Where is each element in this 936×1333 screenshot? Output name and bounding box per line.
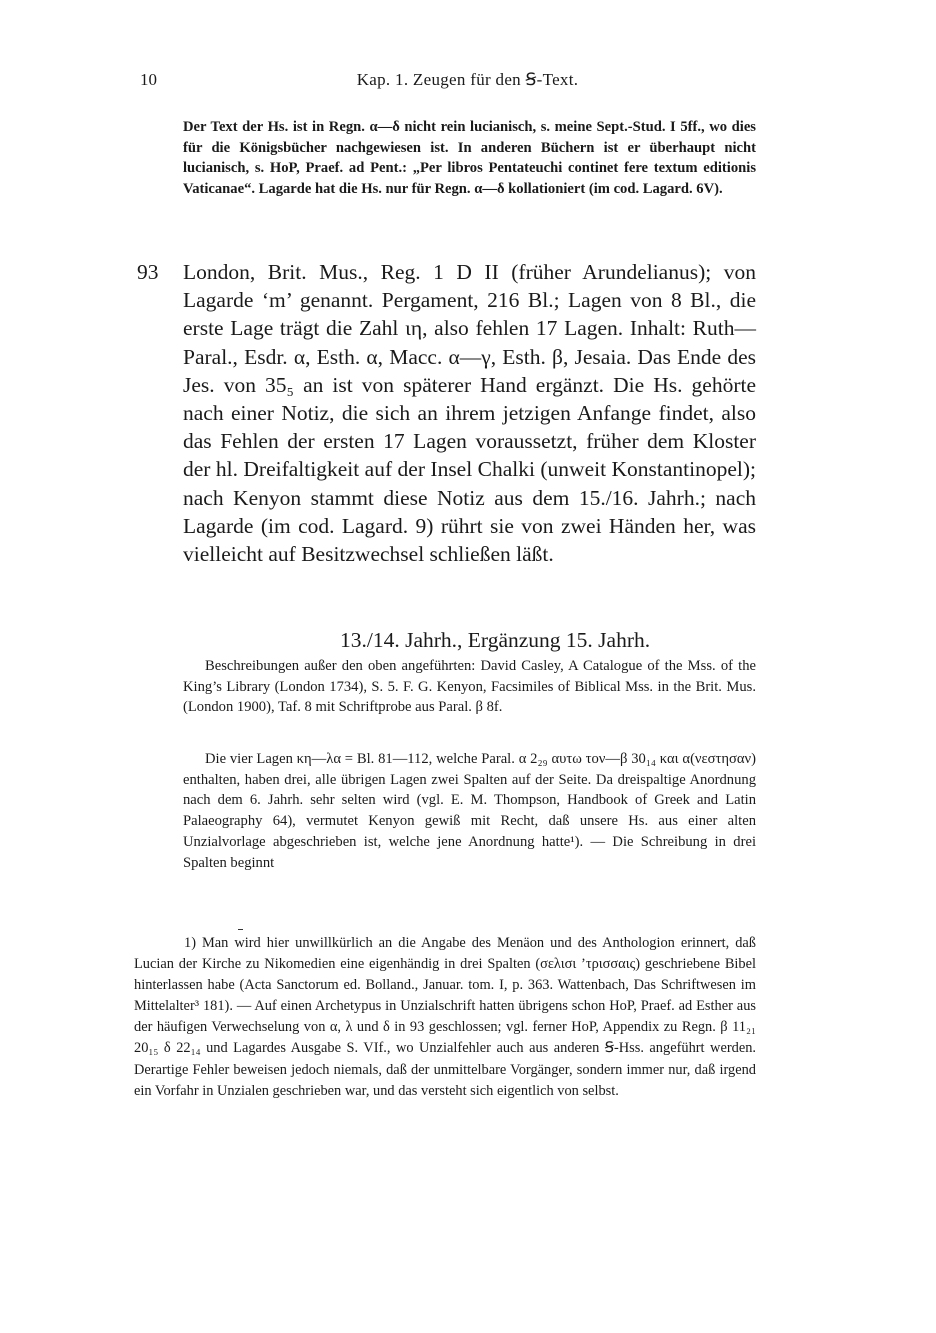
entry-number: 93 [137,260,159,284]
descriptions-paragraph: Beschreibungen außer den oben angeführten: David Casley, A Catalogue of the Mss. of the King’s Library (London 1734), S. 5. F. G. Kenyon, Facsimiles of Biblical Mss. in the Brit. Mus. (London 1900), Taf. 8 mit Schriftprobe aus Paral. β 8f. [183,658,756,716]
footnote-text: 1) Man wird hier unwillkürlich an die Angabe des Menäon und des Anthologion erinnert, daß Lucian der Kirche zu Nikomedien eine eigenhändig in drei Spalten (σελισι ’τρισσαις) geschriebene Bibel hinterlassen habe (Acta Sanctorum ed. Bolland., Januar. tom. I, p. 363. Wattenbach, Das Schriftwesen im Mittelalter³ 181). — Auf einen Archetypus in Unzialschrift hatten übrigens schon HoP, Praef. ad Esther aus der häufigen Verwechselung von α, λ und δ in 93 geschlossen; vgl. ferner HoP, Appendix zu Regn. β 11₂₁ 20₁₅ δ 22₁₄ und Lagardes Ausgabe S. VIf., wo Unzialfehler auch aus anderen Ꞩ-Hss. angeführt werden. Derartige Fehler beweisen jedoch niemals, daß der unmittelbare Vorgänger, sondern immer nur, daß irgend ein Vorfahr in Unzialen geschrieben war, und das versteht sich eigentlich von selbst. [134,935,756,1099]
intro-note: Der Text der Hs. ist in Regn. α—δ nicht rein lucianisch, s. meine Sept.-Stud. I 5ff., wo dies für die Königsbücher nachgewiesen ist. In anderen Büchern ist er überhaupt nicht lucianisch, s. HoP, Praef. ad Pent.: „Per libros Pentateuchi continet fere textum editionis Vaticanae“. Lagarde hat die Hs. nur für Regn. α—δ kollationiert (im cod. Lagard. 6V). [183,119,756,198]
running-title: Kap. 1. Zeugen für den Ꞩ-Text. [356,70,579,89]
layout-paragraph: Die vier Lagen κη—λα = Bl. 81—112, welche Paral. α 2₂₉ αυτω τον—β 30₁₄ και α(νεστησαν) enthalten, haben drei, alle übrigen Lagen zwei Spalten auf der Seite. Da dreispaltige Anordnung nach dem 6. Jahrh. sehr selten wird (vgl. E. M. Thompson, Handbook of Greek and Latin Palaeography 64), vermutet Kenyon gewiß mit Recht, daß unsere Hs. aus einer alten Unzialvorlage abgeschrieben ist, welche jene Anordnung hatte¹). — Die Schreibung in drei Spalten beginnt [183,751,756,871]
page-number: 10 [140,70,157,89]
footnote [134,933,756,1102]
footnote-separator [238,929,243,930]
entry-text: London, Brit. Mus., Reg. 1 D II (früher Arundelianus); von Lagarde ‘m’ genannt. Pergament, 216 Bl.; Lagen von 8 Bl., die erste Lage trägt die Zahl ιη, also fehlen 17 Lagen. Inhalt: Ruth—Paral., Esdr. α, Esth. α, Macc. α—γ, Esth. β, Jesaia. Das Ende des Jes. von 35₅ an ist von späterer Hand ergänzt. Die Hs. gehörte nach einer Notiz, die sich an ihrem jetzigen Anfange findet, also das Fehlen der ersten 17 Lagen voraussetzt, früher dem Kloster der hl. Dreifaltigkeit auf der Insel Chalki (unweit Konstantinopel); nach Kenyon stammt diese Notiz aus dem 15./16. Jahrh.; nach Lagarde (im cod. Lagard. 9) rührt sie von zwei Händen her, was vielleicht auf Besitzwechsel schließen läßt. [183,260,756,567]
entry-date: 13./14. Jahrh., Ergänzung 15. Jahrh. [340,628,651,652]
